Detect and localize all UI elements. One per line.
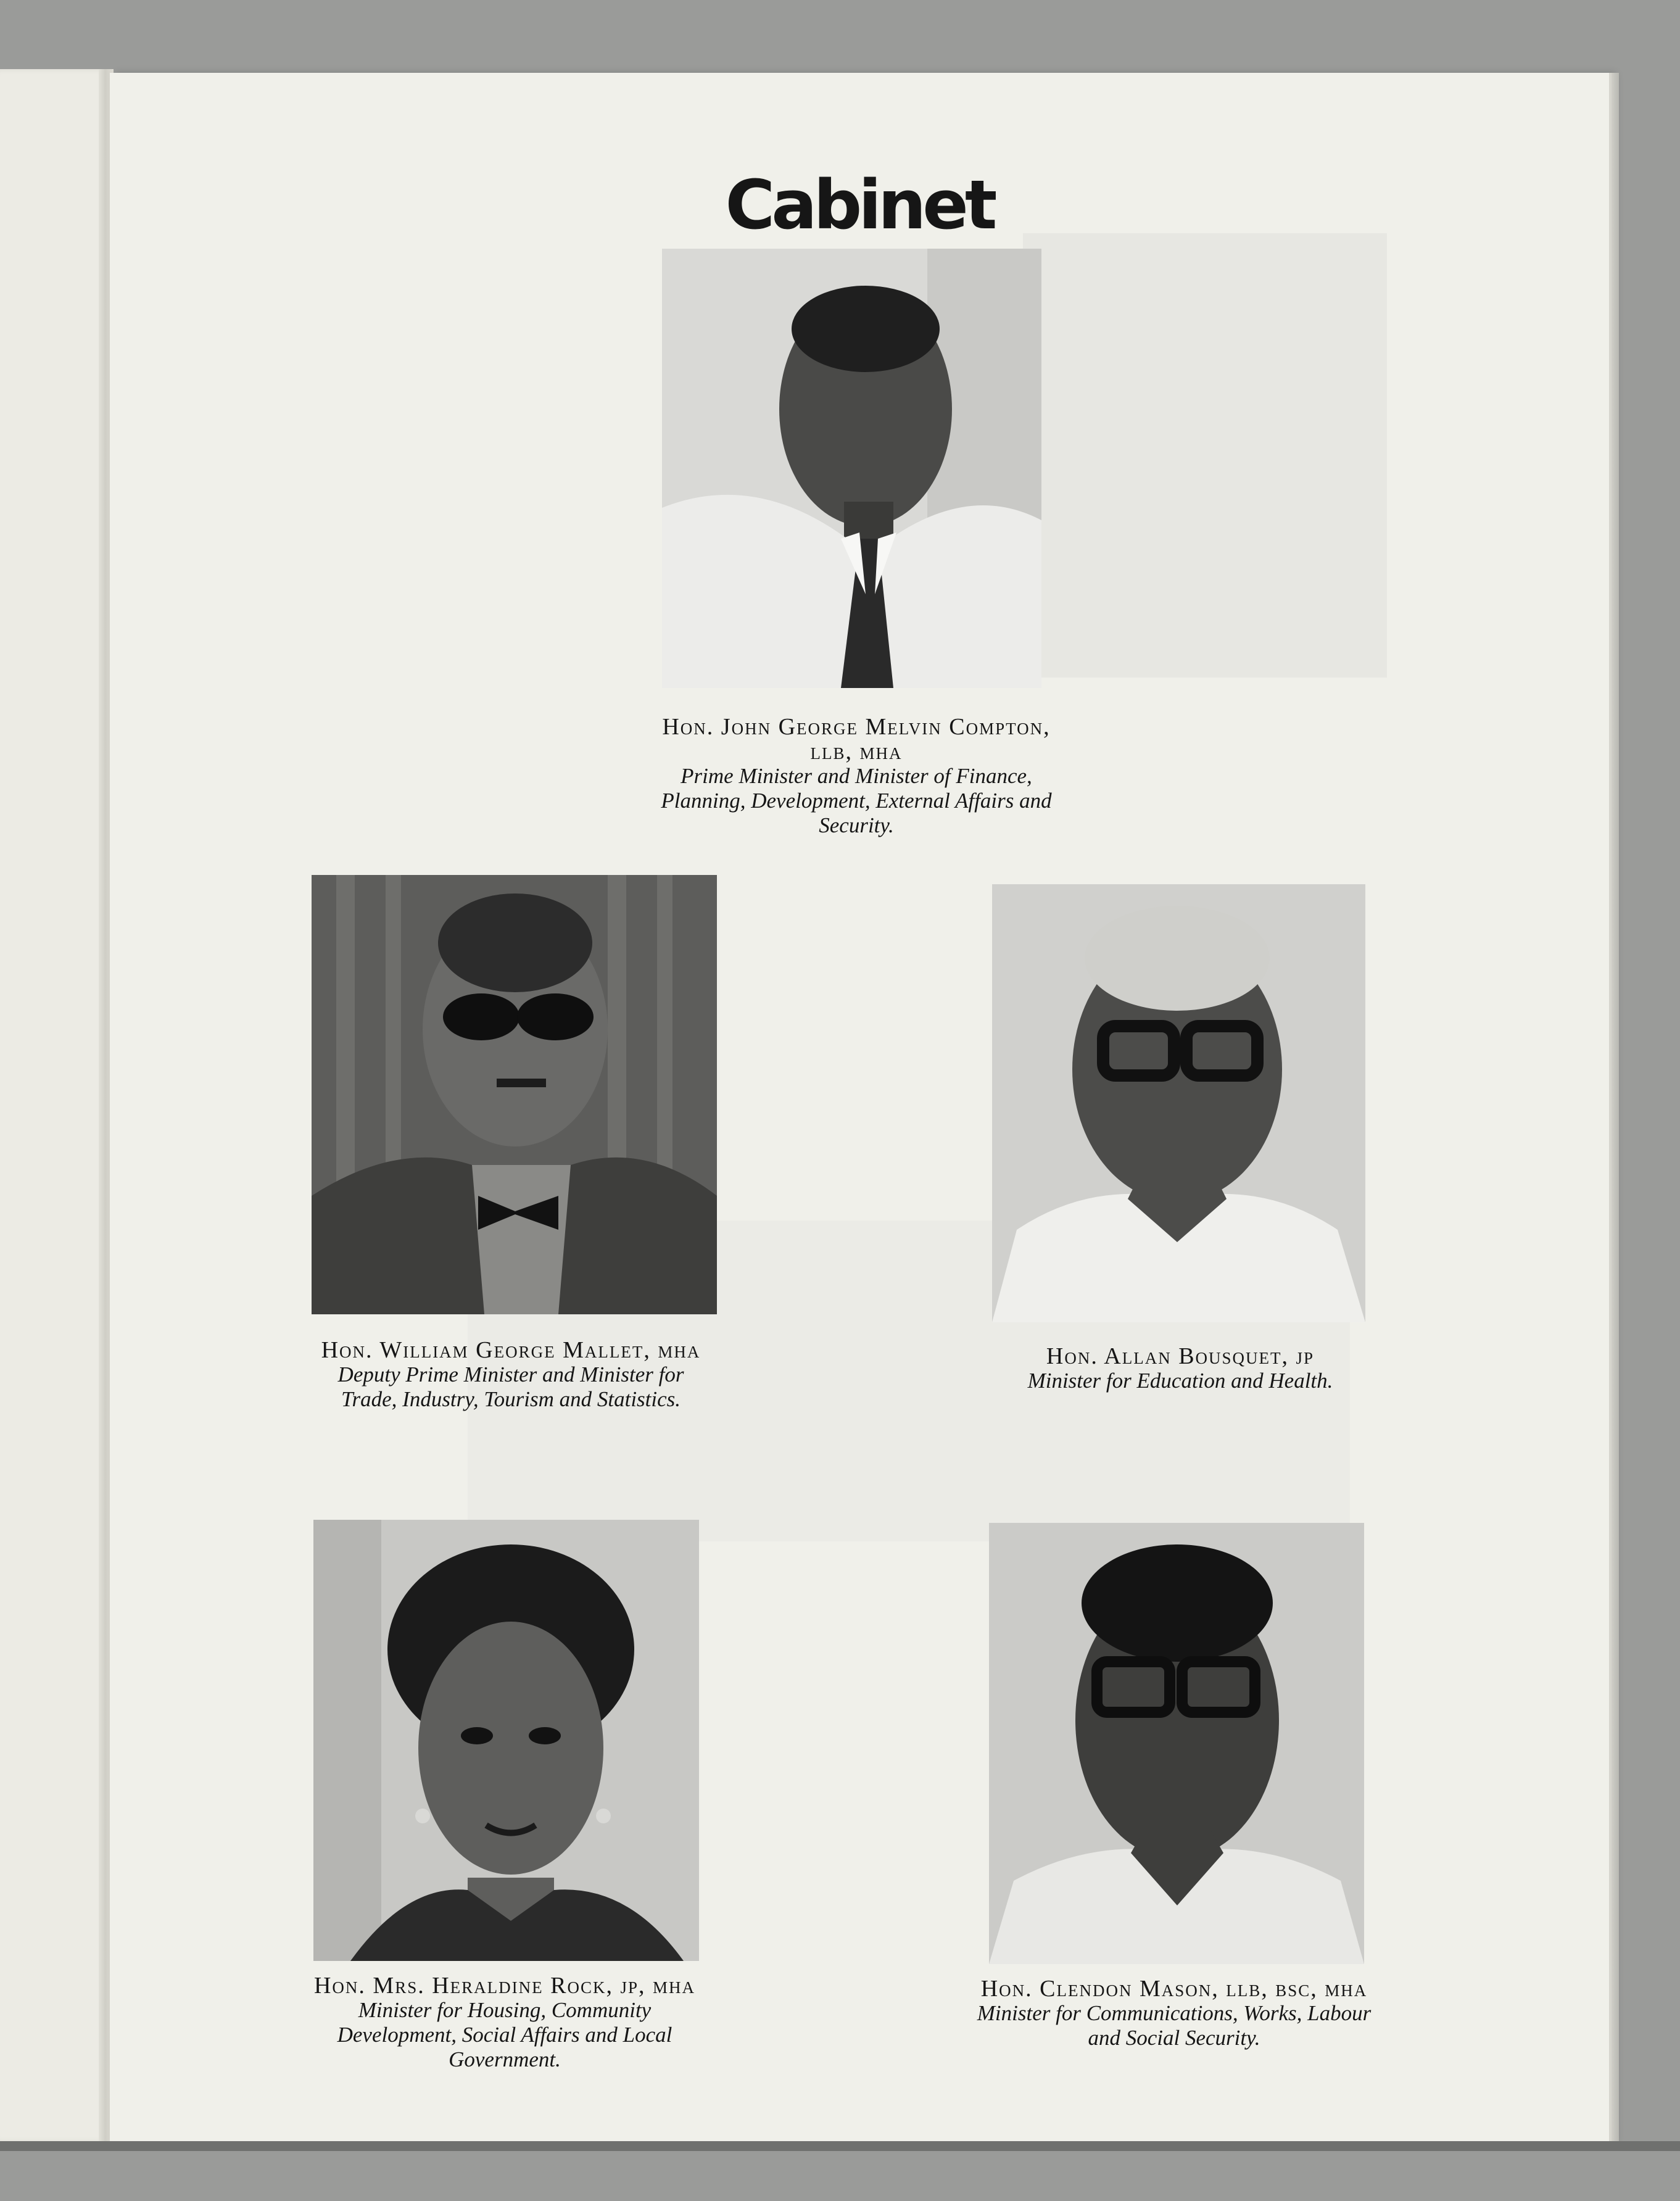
member-caption-prime-minister <box>659 715 1054 838</box>
member-role: Minister for Housing, Community Development, Social Affairs and Local Government. <box>337 1998 672 2071</box>
member-caption-minister-education-health <box>980 1344 1381 1393</box>
portrait-photo-minister-communications <box>989 1523 1364 1964</box>
page-title: Cabinet <box>725 165 994 244</box>
member-caption-deputy-prime-minister <box>307 1338 714 1412</box>
portrait-photo-deputy-prime-minister <box>312 875 717 1314</box>
member-name: Hon. John George Melvin Compton, llb, mha <box>662 714 1051 765</box>
member-caption-minister-housing <box>301 1973 708 2072</box>
show-through-shadow <box>1023 233 1387 678</box>
member-name: Hon. Clendon Mason, llb, bsc, mha <box>980 1976 1368 2002</box>
member-caption-minister-communications <box>974 1976 1375 2050</box>
facing-page <box>0 69 110 2142</box>
page-bottom-edge <box>0 2141 1680 2151</box>
member-role: Minister for Communications, Works, Labour and Social Security. <box>977 2001 1372 2050</box>
member-role: Minister for Education and Health. <box>1027 1369 1333 1393</box>
portrait-photo-prime-minister <box>662 249 1041 688</box>
portrait-photo-minister-education-health <box>992 884 1365 1322</box>
member-role: Deputy Prime Minister and Minister for Trade, Industry, Tourism and Statistics. <box>337 1362 684 1411</box>
member-name: Hon. William George Mallet, mha <box>321 1337 701 1363</box>
member-name: Hon. Allan Bousquet, jp <box>1046 1343 1315 1369</box>
member-name: Hon. Mrs. Heraldine Rock, jp, mha <box>313 1973 696 1999</box>
portrait-photo-minister-housing <box>313 1520 699 1961</box>
page-edge <box>1612 73 1619 2143</box>
cabinet-page <box>110 73 1609 2141</box>
member-role: Prime Minister and Minister of Finance, Planning, Development, External Affairs and Security. <box>661 764 1052 837</box>
